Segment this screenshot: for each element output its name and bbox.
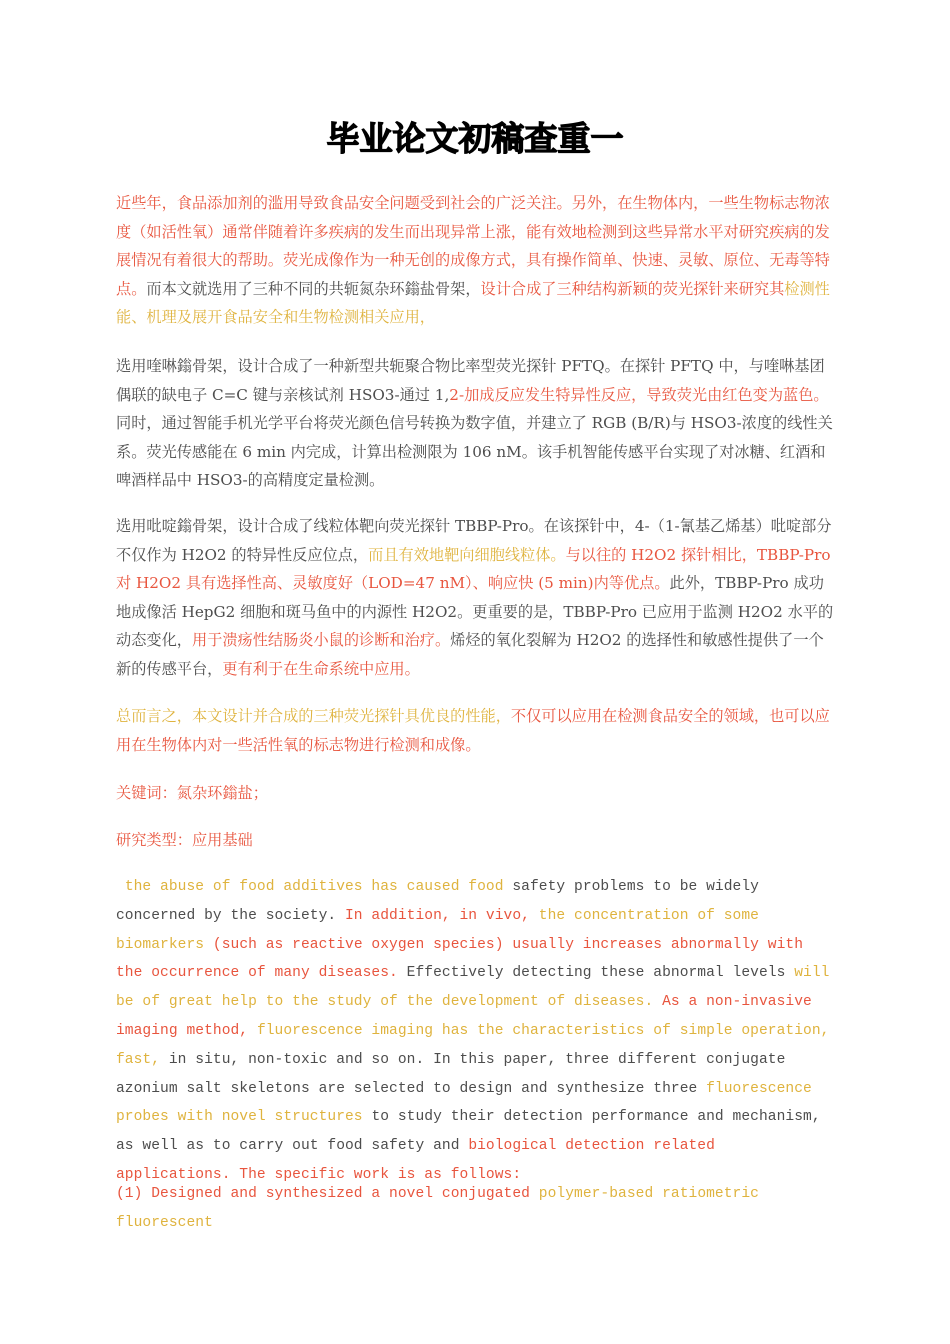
text-segment: biological detection related applications. The specific work is as follows:	[116, 1138, 724, 1183]
text-segment: (1) Designed and synthesized a novel conjugated	[116, 1186, 539, 1202]
text-segment: fluorescence imaging has the characteristics of simple operation, fast,	[116, 1022, 839, 1068]
text-segment: 与以往的 H2O2 探针相比，TBBP-Pro 对 H2O2 具有选择性高、灵敏度好（LOD=47 nM）、响应快 (5 min)内等优点。	[116, 545, 831, 593]
research-type-line	[116, 826, 838, 855]
abstract-paragraph-3	[116, 512, 838, 684]
text-segment: 总而言之，本文设计并合成的三种荧光探针具优良的性能，	[116, 707, 511, 725]
text-segment: 烯烃的氧化裂解为 H2O2 的选择性和敏感性提供了一个新的传感平台，	[116, 631, 824, 678]
text-segment: 设计合成了三种结构新颖的荧光探针来研究其	[480, 279, 785, 298]
document-title: 毕业论文初稿查重一	[326, 119, 624, 158]
text-segment: 检测性能、机理及展开食品安全和生物检测相关应用，	[116, 279, 830, 327]
research-type-text: 研究类型：应用基础	[116, 831, 253, 849]
text-segment: to study their detection performance and mechanism, as well as to carry out food safety and	[116, 1109, 830, 1155]
text-segment: 而本文就选用了三种不同的共轭氮杂环鎓盐骨架，	[146, 279, 481, 298]
keywords-line	[116, 779, 838, 808]
text-segment: 更有利于在生命系统中应用。	[222, 659, 420, 678]
abstract-paragraph-2	[116, 352, 838, 495]
text-segment: As a non-invasive imaging method,	[116, 994, 821, 1039]
text-segment: Effectively detecting these abnormal levels	[406, 965, 795, 982]
text-segment: 同时，通过智能手机光学平台将荧光颜色信号转换为数字值，并建立了 RGB (B/R)与 HSO3-浓度的线性关系。荧光传感能在 6 min 内完成，计算出检测限为 106 nM。该手机智能传感平台实现了对冰糖、红酒和啤酒样品中 HSO3-的高精度定量检测。	[116, 414, 833, 490]
text-segment: 而且有效地靶向细胞线粒体。	[368, 545, 566, 564]
english-abstract-paragraph	[116, 873, 838, 1190]
text-segment: (such as reactive oxygen species) usually increases abnormally with the occurrence of many diseases.	[116, 936, 812, 982]
text-segment: the concentration of some biomarkers	[116, 907, 768, 953]
text-segment: 不仅可以应用在检测食品安全的领域，也可以应用在生物体内对一些活性氧的标志物进行检测和成像。	[116, 707, 830, 754]
text-segment: 选用吡啶鎓骨架，设计合成了线粒体靶向荧光探针 TBBP-Pro。在该探针中，4-（1-氰基乙烯基）吡啶部分不仅作为 H2O2 的特异性反应位点，	[116, 517, 832, 564]
text-segment: the abuse of food additives has caused food	[116, 879, 513, 895]
text-segment: In addition, in vivo,	[345, 907, 539, 924]
text-segment: 选用喹啉鎓骨架，设计合成了一种新型共轭聚合物比率型荧光探针 PFTQ。在探针 PFTQ 中，与喹啉基团偶联的缺电子 C=C 键与亲核试剂 HSO3-通过 1,	[116, 357, 825, 404]
text-segment: in situ, non-toxic and so on. In this paper, three different conjugate azonium salt skeletons are selected to design and synthesize three	[116, 1051, 795, 1097]
text-segment: will be of great help to the study of the development of diseases.	[116, 965, 839, 1011]
text-segment: 用于溃疡性结肠炎小鼠的诊断和治疗。	[191, 631, 451, 650]
text-segment: 此外，TBBP-Pro 成功地成像活 HepG2 细胞和斑马鱼中的内源性 H2O2。更重要的是，TBBP-Pro 已应用于监测 H2O2 水平的动态变化，	[116, 574, 834, 650]
abstract-paragraph-1	[116, 189, 838, 332]
text-segment: 2-加成反应发生特异性反应，导致荧光由红色变为蓝色。	[449, 385, 829, 404]
text-segment: 近些年，食品添加剂的滥用导致食品安全问题受到社会的广泛关注。另外，在生物体内，一些生物标志物浓度（如活性氧）通常伴随着许多疾病的发生而出现异常上涨，能有效地检测到这些异常水平对研究疾病的发展情况有着很大的帮助。荧光成像作为一种无创的成像方式，具有操作简单、快速、灵敏、原位、无毒等特点。	[116, 194, 830, 298]
keywords-text: 关键词：氮杂环鎓盐；	[116, 784, 268, 802]
abstract-paragraph-4	[116, 702, 838, 759]
text-segment: polymer-based ratiometric fluorescent	[116, 1186, 768, 1231]
english-work-item-1	[116, 1180, 838, 1238]
text-segment: safety problems to be widely concerned by the society.	[116, 879, 768, 924]
text-segment: fluorescence probes with novel structures	[116, 1080, 821, 1126]
